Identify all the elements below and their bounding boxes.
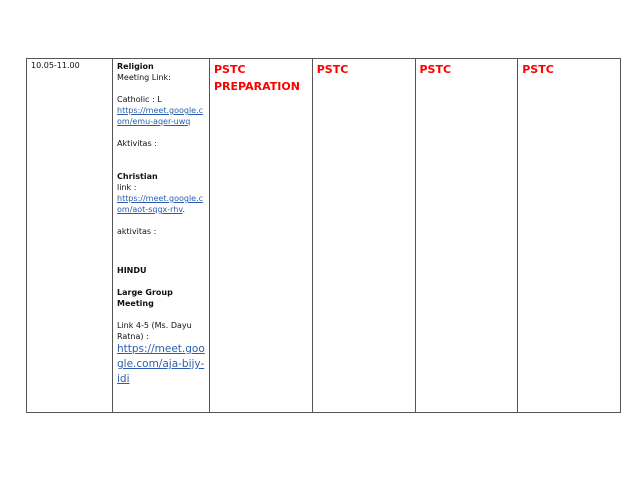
schedule-table bbox=[26, 58, 621, 413]
pstc-cell: PSTC bbox=[415, 59, 518, 413]
pstc-preparation-cell: PSTC PREPARATION bbox=[210, 59, 313, 413]
catholic-meet-link[interactable]: https://meet.google.com/emu-aqer-uwq bbox=[117, 106, 204, 126]
hindu-meeting-title: Large Group Meeting bbox=[117, 288, 173, 308]
religion-cell bbox=[113, 59, 210, 413]
time-cell: 10.05-11.00 bbox=[27, 59, 113, 413]
table-row bbox=[27, 59, 621, 413]
christian-link-suffix: . bbox=[182, 205, 186, 214]
christian-activity: aktivitas : bbox=[117, 227, 157, 236]
christian-heading: Christian bbox=[117, 172, 158, 181]
christian-link-label: link : bbox=[117, 183, 137, 192]
religion-heading: Religion bbox=[117, 62, 154, 71]
pstc-cell: PSTC bbox=[518, 59, 621, 413]
meeting-link-label: Meeting Link: bbox=[117, 73, 171, 82]
hindu-meet-link[interactable]: https://meet.google.com/aja-bijy-idi bbox=[117, 343, 205, 385]
catholic-activity: Aktivitas : bbox=[117, 139, 157, 148]
pstc-cell: PSTC bbox=[312, 59, 415, 413]
catholic-label: Catholic : L bbox=[117, 95, 162, 104]
christian-meet-link[interactable]: https://meet.google.com/aot-sqgx-rhv bbox=[117, 194, 204, 214]
hindu-heading: HINDU bbox=[117, 266, 147, 275]
hindu-link-label: Link 4-5 (Ms. Dayu Ratna) : bbox=[117, 321, 192, 341]
